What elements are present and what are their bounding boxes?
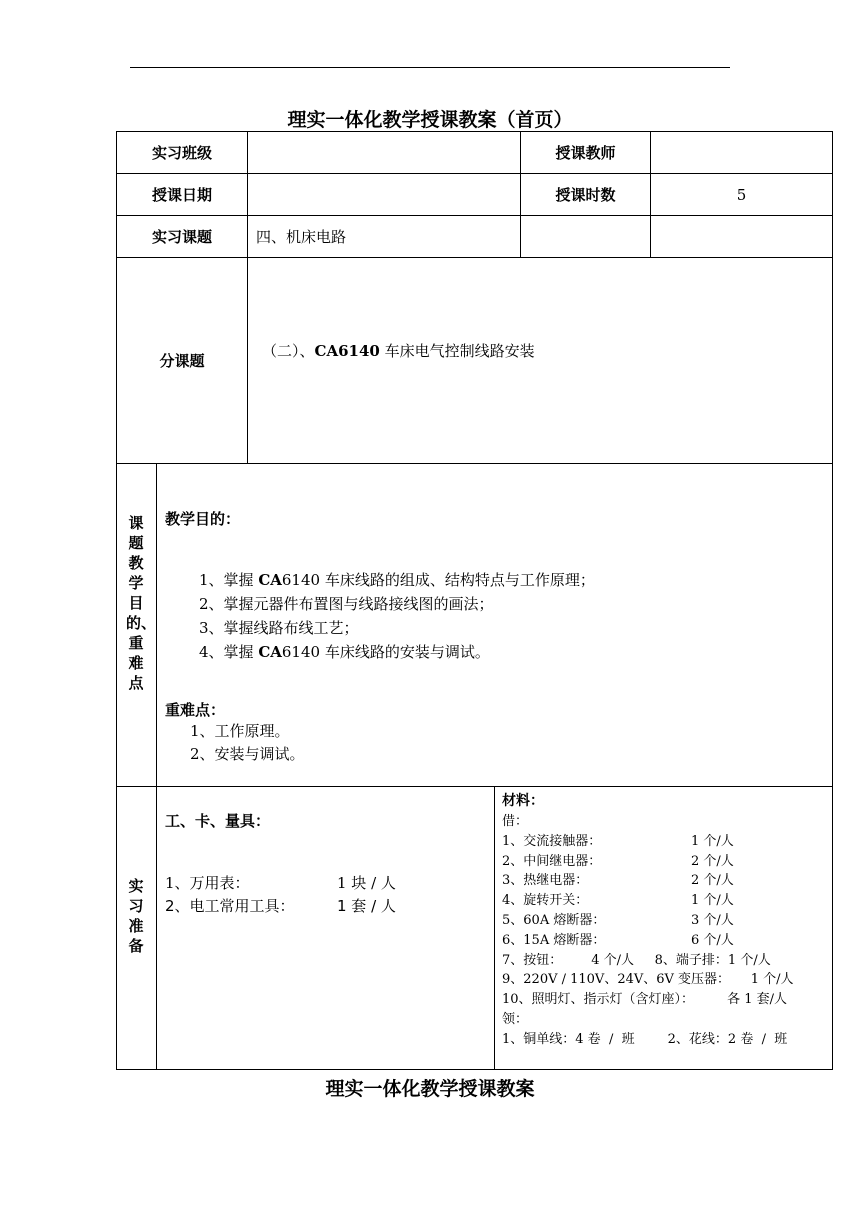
tool-item: 1、万用表： 1 块 / 人	[165, 874, 396, 892]
header-rule	[130, 67, 730, 68]
class-value	[256, 132, 520, 173]
material-item: 6、15A 熔断器： 6 个/人	[502, 932, 734, 948]
tool-item: 2、电工常用工具： 1 套 / 人	[165, 897, 396, 915]
material-item: 3、热继电器： 2 个/人	[502, 873, 734, 889]
material-item: 9、220V / 110V、24V、6V 变压器： 1 个/人	[502, 972, 794, 988]
tools-heading: 工、卡、量具：	[165, 812, 271, 830]
receive-label: 领：	[502, 1011, 529, 1027]
material-item: 4、旋转开关： 1 个/人	[502, 893, 734, 909]
materials-heading: 材料：	[502, 793, 544, 809]
materials-list	[502, 812, 830, 1050]
aims-list	[199, 568, 595, 664]
subtopic-value: （二）、CA6140 车床电气控制线路安装	[262, 342, 535, 360]
material-item: 10、照明灯、指示灯（含灯座）： 各 1 套/人	[502, 992, 788, 1008]
aims-heading: 教学目的：	[165, 510, 241, 528]
date-label: 授课日期	[151, 186, 212, 204]
key-point: 2、安装与调试。	[190, 745, 305, 763]
key-point: 1、工作原理。	[190, 722, 290, 740]
borrow-label: 借：	[502, 814, 529, 829]
topic-label: 实习课题	[151, 228, 212, 246]
aim-item: 4、掌握 CA6140 车床线路的安装与调试。	[199, 643, 490, 661]
receive-item: 1、铜单线：4 卷 / 班 2、花线：2 卷 / 班	[502, 1031, 788, 1047]
footer-title: 理实一体化教学授课教案	[325, 1078, 535, 1100]
subtopic-label: 分课题	[159, 352, 205, 370]
tools-list	[165, 872, 490, 918]
key-points	[190, 720, 305, 766]
page-title: 理实一体化教学授课教案（首页）	[287, 109, 573, 131]
hours-label: 授课时数	[555, 186, 616, 204]
key-heading: 重难点：	[165, 701, 226, 719]
aim-item: 3、掌握线路布线工艺；	[199, 619, 359, 637]
hours-value: 5	[736, 185, 747, 204]
material-item: 5、60A 熔断器： 3 个/人	[502, 912, 734, 928]
preparation-side-label: 实习准备	[128, 877, 144, 955]
date-value	[256, 174, 520, 215]
aim-item: 1、掌握 CA6140 车床线路的组成、结构特点与工作原理；	[199, 571, 595, 589]
material-item: 1、交流接触器： 1 个/人	[502, 833, 734, 849]
teacher-value	[651, 132, 832, 173]
class-label: 实习班级	[151, 144, 212, 162]
objectives-side-label: 课题教学目的、重难点	[126, 514, 157, 692]
material-item: 2、中间继电器： 2 个/人	[502, 853, 734, 869]
material-item: 7、按钮： 4 个/人 8、端子排：1 个/人	[502, 952, 771, 968]
aim-item: 2、掌握元器件布置图与线路接线图的画法；	[199, 595, 494, 613]
topic-value: 四、机床电路	[256, 228, 347, 246]
teacher-label: 授课教师	[555, 144, 616, 162]
